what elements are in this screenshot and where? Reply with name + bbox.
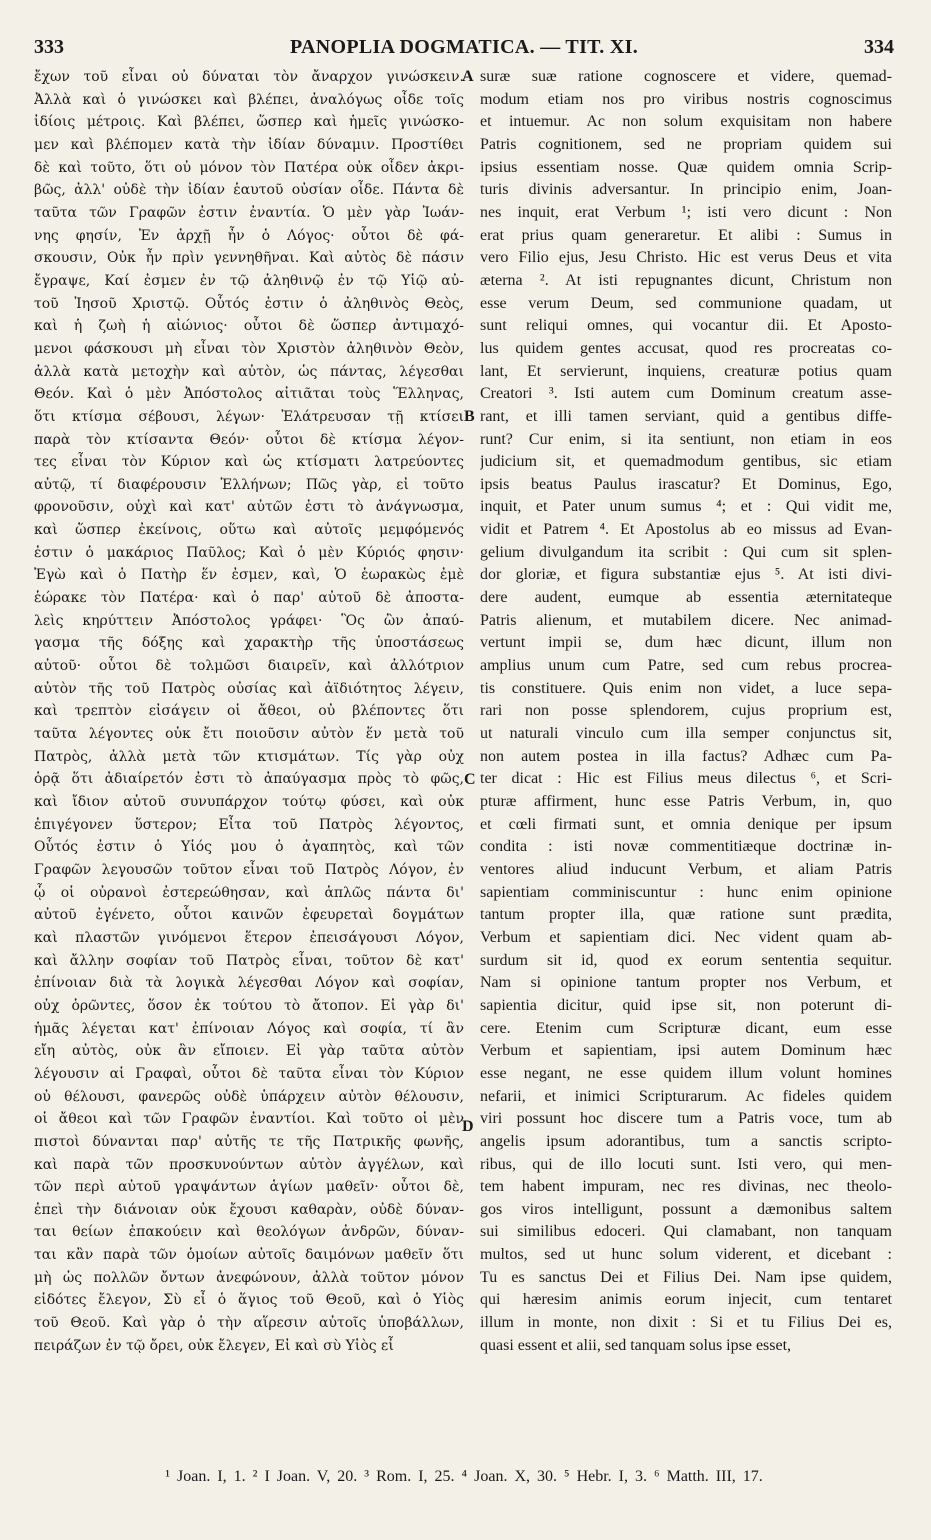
greek-text-line: ἰδίοις μέτροις. Καὶ βλέπει, ὥσπερ καὶ ἡμεῖς γινώσκο- [34, 114, 464, 131]
latin-text-line: tem habent impuram, nec res divinas, nec theolo- [480, 1178, 892, 1196]
greek-text-line: ται θείων ἐπακούειν καὶ θεολόγων ἀνδρῶν, δύναν- [34, 1224, 464, 1241]
greek-text-line: ὁρᾷ ὅτι ἀδιαίρετόν ἐστι τὸ ἀπαύγασμα πρὸς τὸ φῶς, [34, 771, 464, 788]
greek-text-line: σκουσιν, Οὐκ ἦν πρὶν γεννηθῆναι. Καὶ αὐτὸς δὲ πάσιν [34, 250, 464, 267]
latin-text-line: esse negant, ne esse quidem illum volunt homines [480, 1064, 892, 1082]
greek-text-line: εἴη αὐτὸς, οὐκ ἂν εἴποιεν. Εἰ γὰρ ταῦτα αὐτὸν [34, 1043, 464, 1060]
greek-text-line: ἑώρακε τὸν Πατέρα· καὶ ὁ παρ' αὐτοῦ δὲ ἀποστα- [34, 590, 464, 607]
latin-text-line: tantum propter illa, quæ ratione sunt prædita, [480, 906, 892, 924]
latin-column [480, 66, 892, 1357]
greek-text-line: τῶν περὶ αὐτοῦ γραψάντων ἁγίων μαθεῖν· οὗτοι δὲ, [34, 1179, 464, 1196]
greek-text-line: ἀλλὰ κατὰ μετοχὴν καὶ αὐτὸν, ὡς πάντας, λέγεσθαι [34, 363, 464, 380]
latin-text-line: viri possunt hoc discere tum a Patris voce, tum ab [480, 1110, 892, 1128]
greek-text-line: Γραφῶν λεγουσῶν τοῦτον εἶναι τοῦ Πατρὸς Λόγον, ἐν [34, 861, 464, 878]
latin-text-line: dor gloriæ, et figura substantiæ ejus ⁵. At isti divi- [480, 566, 892, 584]
latin-text-line: gelium divulgandum ita scribit : Qui cum sit splen- [480, 543, 892, 561]
greek-text-line: ται κἂν παρὰ τῶν ὁμοίων αὐτοῖς δαιμόνων μαθεῖν ὅτι [34, 1247, 464, 1264]
greek-text-line: ἔγραψε, Καί ἐσμεν ἐν τῷ ἀληθινῷ ἐν τῷ Υἱῷ αὐ- [34, 272, 464, 289]
latin-text-line: sapientia dicitur, quid ipse sit, non poterunt di- [480, 996, 892, 1014]
latin-text-line: turis divinis adversantur. In principio enim, Joan- [480, 181, 892, 199]
latin-text-line: lant, Et servierunt, inquiens, creaturæ potius quam [480, 362, 892, 380]
greek-text-line: τοῦ Θεοῦ. Καὶ γὰρ ὁ τὴν αἵρεσιν αὐτοῖς ὑποβάλλων, [34, 1315, 464, 1332]
latin-text-line: qui hæresim animis eorum injecit, cum tentaret [480, 1291, 892, 1309]
greek-text-line: δὲ καὶ τοῦτο, ὅτι οὐ μόνον τὸν Πατέρα οὐκ οἶδεν ἀκρι- [34, 159, 464, 176]
section-marker-b: B [464, 408, 475, 425]
latin-text-line: non autem postea in illa factus? Adhæc cum Pa- [480, 747, 892, 765]
latin-text-line: tis constituere. Quis enim non videt, a luce sepa- [480, 679, 892, 697]
greek-text-line: καὶ ἴδιον αὐτοῦ συνυπάρχον τούτῳ φύσει, καὶ οὐκ [34, 794, 464, 810]
greek-text-line: αὐτοῦ ἐγένετο, οὗτοι καινῶν ἐφευρεταὶ δογμάτων [34, 907, 464, 924]
latin-text-line: runt? Cur enim, si ita sentiunt, non etiam in eos [480, 430, 892, 448]
latin-text-line: sapientiam comminiscuntur : hunc enim opinione [480, 883, 892, 901]
latin-text-line: et cœli firmati sunt, et omnia denique per ipsum [480, 815, 892, 833]
section-marker-a: A [462, 68, 474, 85]
greek-text-line: τες εἶναι τὸν Κύριον καὶ ὡς κτίσματι λατρεύοντες [34, 454, 464, 471]
greek-text-line: καὶ πλαστῶν γινόμενοι ἕτερον ἐπεισάγουσι Λόγον, [34, 929, 464, 946]
latin-text-line: inquit, et Pater unum sumus ⁴; et : Qui vidit me, [480, 498, 892, 516]
greek-text-line: εἰδότες ἔλεγον, Σὺ εἶ ὁ ἅγιος τοῦ Θεοῦ, καὶ ὁ Υἱὸς [34, 1292, 464, 1309]
section-marker-c: C [464, 771, 476, 788]
greek-text-line: μὴ ὡς πολλῶν ὄντων ἀνεφώνουν, ἀλλὰ τοῦτον μόνον [34, 1269, 464, 1286]
latin-text-line: ipsius essentiam nosse. Quæ quidem omnia Scrip- [480, 158, 892, 176]
latin-text-line: et intuemur. Ac non solum exquisitam non habere [480, 113, 892, 131]
greek-text-line: οὐχ ὁρῶντες, ὅσον ἐκ τούτου τὸ ἄτοπον. Εἰ γὰρ δι' [34, 997, 464, 1014]
greek-text-line: οὐ θέλουσι, φανερῶς οὐδὲ ὑπάρχειν αὐτὸν θέλουσιν, [34, 1088, 464, 1105]
page-number-right: 334 [864, 36, 894, 58]
latin-text-line: rari non posse splendorem, cujus proprium est, [480, 702, 892, 720]
latin-text-line: nes inquit, erat Verbum ¹; isti vero dicunt : Non [480, 203, 892, 221]
latin-text-line: vidit et Patrem ⁴. Et Apostolus ab eo missus ad Evan- [480, 521, 892, 539]
greek-text-line: καὶ παρὰ τῶν προσκυνούντων αὐτὸν ἀγγέλων, καὶ [34, 1156, 464, 1173]
latin-text-line: Verbum et sapientiam, ipsi autem Dominum hæc [480, 1042, 892, 1060]
latin-text-line: esse verum Deum, sed communione quadam, ut [480, 294, 892, 312]
greek-text-line: Ἐγὼ καὶ ὁ Πατὴρ ἕν ἐσμεν, καὶ, Ὁ ἑωρακὼς ἐμὲ [34, 567, 464, 584]
greek-text-line: πιστοὶ δύνανται παρ' αὐτῆς τε τῆς Πατρικῆς φωνῆς, [34, 1133, 464, 1150]
greek-text-line: καὶ ὥσπερ ἐκείνοις, οὕτω καὶ αὐτοῖς μεμφόμενός [34, 522, 464, 539]
latin-text-line: amplius unum cum Patre, sed cum rebus procrea- [480, 657, 892, 675]
latin-text-line: angelis ipsum adorantibus, tum a sanctis scripto- [480, 1132, 892, 1150]
greek-text-line: λέγουσιν αἱ Γραφαὶ, οὗτοι δὲ ταῦτα εἶναι τὸν Κύριον [34, 1065, 464, 1082]
latin-text-line: rant, et illi tamen serviant, quid a gentibus diffe- [480, 407, 892, 425]
latin-text-line: Tu es sanctus Dei et Filius Dei. Nam ipse quidem, [480, 1268, 892, 1286]
latin-text-line: suræ suæ ratione cognoscere et videre, quemad- [480, 68, 892, 85]
latin-text-line: Verbum et sapientiam dici. Nec vident quam ab- [480, 928, 892, 946]
greek-text-line: πειράζων ἐν τῷ ὄρει, οὐκ ἔλεγεν, Εἰ καὶ σὺ Υἱὸς εἶ [34, 1337, 394, 1354]
running-title: PANOPLIA DOGMATICA. — TIT. XI. [289, 36, 639, 58]
greek-text-line: καὶ ἡ ζωὴ ἡ αἰώνιος· οὗτοι δὲ ὥσπερ ἀντιμαχό- [34, 318, 464, 335]
latin-text-line: Patris cognitionem, sed ne propriam quidem sui [480, 135, 892, 153]
latin-text-line: condita : isti novæ commentitiæque doctrinæ in- [480, 838, 892, 856]
latin-text-line: lus quidem gentes accusat, quod res procreatas co- [480, 339, 892, 357]
latin-text-line: ribus, qui de illo locuti sunt. Isti vero, qui men- [480, 1155, 892, 1173]
latin-text-line: nefarii, et inimici Scripturarum. Ac fideles quidem [480, 1087, 892, 1105]
greek-text-line: παρὰ τὸν κτίσαντα Θεόν· οὗτοι δὲ κτίσμα λέγον- [34, 431, 464, 448]
latin-text-line: Nam si opinione tantum propter nos Verbum, et [480, 974, 892, 992]
greek-text-line: νης φησίν, Ἐν ἀρχῇ ἦν ὁ Λόγος· οὗτοι δὲ φά- [34, 227, 464, 244]
latin-text-line: illum in monte, non dixit : Si et tu Filius Dei es, [480, 1314, 892, 1332]
greek-text-line: ᾧ οἱ οὐρανοὶ ἐστερεώθησαν, καὶ ἁπλῶς πάντα δι' [34, 884, 464, 901]
footer-separator [34, 1457, 894, 1459]
latin-text-line: ipsis beatus Paulus irascatur? Et Dominus, Ego, [480, 475, 892, 493]
greek-text-line: ἐπιγέγονεν ὕστερον; Εἶτα τοῦ Πατρὸς λέγοντος, [34, 816, 464, 833]
greek-text-line: μενοι φάσκουσι μὴ εἶναι τὸν Χριστὸν ἀληθινὸν Θεὸν, [34, 340, 464, 357]
greek-text-line: ἐπεὶ τὴν διάνοιαν οὐκ ἔχουσι καθαρὰν, οὐδὲ δύναν- [34, 1201, 464, 1218]
greek-text-line: ταῦτα τῶν Γραφῶν ἐστιν ἐναντία. Ὁ μὲν γὰρ Ἰωάν- [34, 204, 464, 221]
latin-text-line: ventores aliud inducunt Verbum, et aliam Patris [480, 860, 892, 878]
latin-text-line: æterna ². At isti repugnantes dicunt, Christum non [480, 271, 892, 289]
page-header [34, 36, 894, 62]
greek-text-line: φρονοῦσιν, οὐχὶ καὶ κατ' αὐτῶν ἐστι τὸ ἀνάγνωσμα, [34, 499, 464, 516]
greek-text-line: ἔχων τοῦ εἶναι οὐ δύναται τὸν ἄναρχον γινώσκειν. [34, 69, 464, 85]
greek-text-line: καὶ ἄλλην σοφίαν τοῦ Πατρὸς εἶναι, τοῦτον δὲ κατ' [34, 952, 464, 969]
latin-text-line: vero Filio ejus, Jesu Christo. Hic est verus Deus et vita [480, 249, 892, 267]
greek-text-line: γασμα τῆς δόξης καὶ χαρακτὴρ τῆς ὑποστάσεως [34, 635, 464, 652]
greek-text-line: βῶς, ἀλλ' οὐδὲ τὴν ἰδίαν ἑαυτοῦ οὐσίαν οἶδε. Πάντα δὲ [34, 182, 464, 199]
greek-text-line: τοῦ Ἰησοῦ Χριστῷ. Οὗτός ἐστιν ὁ ἀληθινὸς Θεὸς, [34, 295, 464, 312]
greek-text-line: Οὗτός ἐστιν ὁ Υἱός μου ὁ ἀγαπητὸς, καὶ τῶν [34, 839, 464, 856]
latin-text-line: Creatori ³. Isti autem cum Dominum creatum asse- [480, 385, 892, 403]
greek-text-line: αὐτὸν τῆς τοῦ Πατρὸς οὐσίας καὶ ἀϊδιότητος λέγειν, [34, 680, 464, 697]
page-number-left: 333 [34, 36, 64, 58]
latin-text-line: ter dicat : Hic est Filius meus dilectus ⁶, et Scri- [480, 770, 892, 788]
section-marker-d: D [462, 1118, 474, 1135]
latin-text-line: ut naturali vinculo cum illa semper conjunctus sit, [480, 725, 892, 743]
latin-text-line: sui similibus edoceri. Qui clamabant, non tanquam [480, 1223, 892, 1241]
latin-text-line: quasi essent et alii, sed tanquam solus ipse esset, [480, 1336, 792, 1354]
greek-text-line: καὶ τρεπτὸν εἰσάγειν οἱ ἄθεοι, οὐ βλέποντες ὅτι [34, 703, 464, 720]
footnotes: ¹ Joan. I, 1. ² I Joan. V, 20. ³ Rom. I, 25. ⁴ Joan. X, 30. ⁵ Hebr. I, 3. ⁶ Matth. III, 17. [165, 1468, 763, 1485]
latin-text-line: surdum sit id, quod ex eorum sententia sequitur. [480, 951, 892, 969]
greek-text-line: οἱ ἄθεοι καὶ τῶν Γραφῶν ἐναντίοι. Καὶ τοῦτο οἱ μὲν [34, 1111, 464, 1128]
greek-text-line: ταῦτα λέγοντες οὐκ ἔτι ποιοῦσιν αὐτὸν ἕν μετὰ τοῦ [34, 726, 464, 743]
latin-text-line: Patris alienum, et mutabilem dicere. Nec animad- [480, 611, 892, 629]
greek-text-line: ἐπίνοιαν διὰ τὰ λογικὰ λέγεσθαι Λόγον καὶ σοφίαν, [34, 975, 464, 992]
greek-column [34, 66, 464, 1357]
greek-text-line: ἐστιν ὁ μακάριος Παῦλος; Καὶ ὁ μὲν Κύριός φησιν· [34, 544, 464, 561]
latin-text-line: dere audent, eumque ab essentia æternitateque [480, 589, 892, 607]
greek-text-line: μεν καὶ βλέπομεν κατὰ τὴν ἰδίαν δύναμιν. Προστίθει [34, 136, 464, 153]
latin-text-line: multos, sed ut hunc solum viderent, et dicebant : [480, 1246, 892, 1264]
greek-text-line: λεὶς κηρύττειν Ἀπόστολος γράφει· Ὃς ὢν ἀπαύ- [34, 612, 464, 629]
latin-text-line: modum etiam nos pro viribus nostris cognoscimus [480, 90, 892, 108]
latin-text-line: cere. Etenim cum Scripturæ dicant, eum esse [480, 1019, 892, 1037]
latin-text-line: pturæ affirment, hunc esse Patris Verbum, in, quo [480, 793, 892, 810]
latin-text-line: vertunt impii se, dum hæc dicunt, illum non [480, 634, 892, 652]
greek-text-line: Θεόν. Καὶ ὁ μὲν Ἀπόστολος αἰτιᾶται τοὺς Ἕλληνας, [34, 386, 464, 403]
greek-text-line: ἡμᾶς λέγεται κατ' ἐπίνοιαν Λόγος καὶ σοφία, τί ἂν [34, 1020, 464, 1037]
latin-text-line: gos viros intelligunt, possunt a dæmonibus saltem [480, 1200, 892, 1218]
latin-text-line: sunt reliqui omnes, qui vocantur dii. Et Aposto- [480, 317, 892, 335]
latin-text-line: erat prius quam generaretur. Et alibi : Sumus in [480, 226, 892, 244]
greek-text-line: Ἀλλὰ καὶ ὁ γινώσκει καὶ βλέπει, ἀναλόγως οἶδε τοῖς [34, 91, 464, 108]
greek-text-line: Πατρὸς, ἀλλὰ μετὰ τῶν κτισμάτων. Τίς γὰρ οὐχ [34, 748, 464, 765]
greek-text-line: αὐτῷ, τί διαφέρουσιν Ἑλλήνων; Πῶς γὰρ, εἰ τοῦτο [34, 476, 464, 493]
latin-text-line: judicium sit, et quemadmodum gentibus, sic etiam [480, 453, 892, 471]
greek-text-line: ὅτι κτίσμα σέβουσι, λέγων· Ἐλάτρευσαν τῇ κτίσει [34, 408, 464, 425]
greek-text-line: αὐτοῦ· οὗτοι δὲ τολμῶσι διαιρεῖν, καὶ ἀλλότριον [34, 658, 464, 675]
